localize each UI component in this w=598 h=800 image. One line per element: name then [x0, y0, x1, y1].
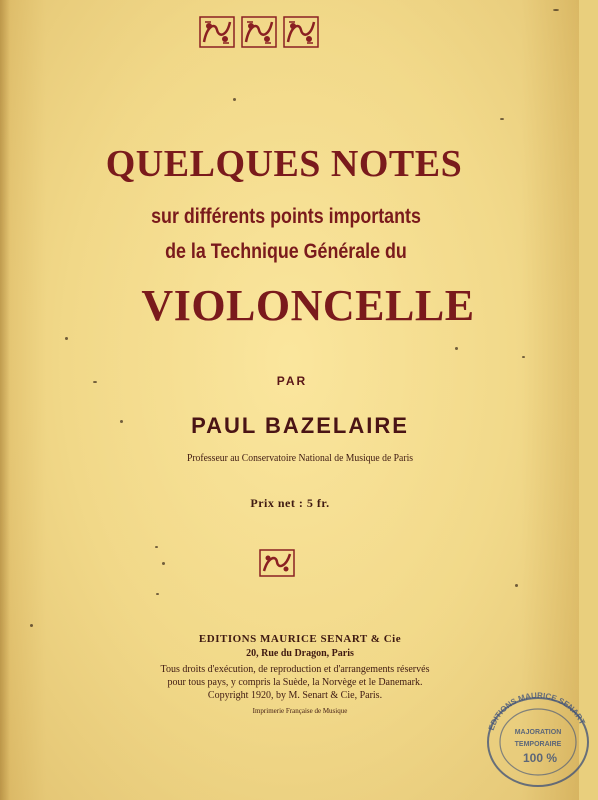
paper-speck [65, 337, 68, 340]
subtitle-line-1: sur différents points importants [151, 205, 421, 228]
paper-speck [30, 624, 33, 627]
paper-speck [156, 593, 159, 595]
top-ornament-row [199, 16, 321, 50]
paper-speck [553, 9, 559, 11]
publisher-address: 20, Rue du Dragon, Paris [246, 648, 354, 659]
paper-speck [155, 546, 158, 548]
title-line-2: VIOLONCELLE [141, 281, 475, 330]
paper-speck [162, 562, 165, 565]
center-ornament-icon [259, 549, 295, 577]
author-name: PAUL BAZELAIRE [191, 413, 409, 438]
rights-line-2: pour tous pays, y compris la Suède, la Norvège et le Danemark. [167, 677, 423, 688]
stamp-ring-text: EDITIONS MAURICE SENART [486, 692, 587, 732]
floral-ornament-icon [199, 16, 235, 48]
by-label: PAR [276, 374, 308, 388]
svg-text:EDITIONS MAURICE SENART [487, 692, 587, 731]
paper-speck [233, 98, 236, 101]
copyright-line: Copyright 1920, by M. Senart & Cie, Paris. [207, 690, 383, 701]
paper-speck [120, 420, 123, 423]
title-line-1: QUELQUES NOTES [105, 143, 463, 185]
floral-ornament-icon [241, 16, 277, 48]
paper-speck [93, 381, 97, 383]
publisher-name: EDITIONS MAURICE SENART & Cie [198, 633, 402, 645]
paper-speck [455, 347, 458, 350]
stamp-line-2: TEMPORAIRE [514, 741, 562, 748]
paper-speck [515, 584, 518, 587]
page-edge-shadow [0, 0, 10, 800]
stamp-line-3: 100 % [522, 751, 558, 765]
author-role: Professeur au Conservatoire National de Musique de Paris [186, 452, 414, 464]
ink-stamp-seal [478, 692, 598, 788]
subtitle-line-2: de la Technique Générale du [165, 240, 407, 263]
rights-line-1: Tous droits d'exécution, de reproduction et d'arrangements réservés [160, 664, 430, 675]
stamp-line-1: MAJORATION [514, 729, 562, 736]
printer-line: Imprimerie Française de Musique [252, 707, 348, 715]
paper-speck [522, 356, 525, 358]
floral-ornament-icon [283, 16, 319, 48]
price-label: Prix net : 5 fr. [250, 496, 330, 510]
paper-speck [500, 118, 504, 120]
